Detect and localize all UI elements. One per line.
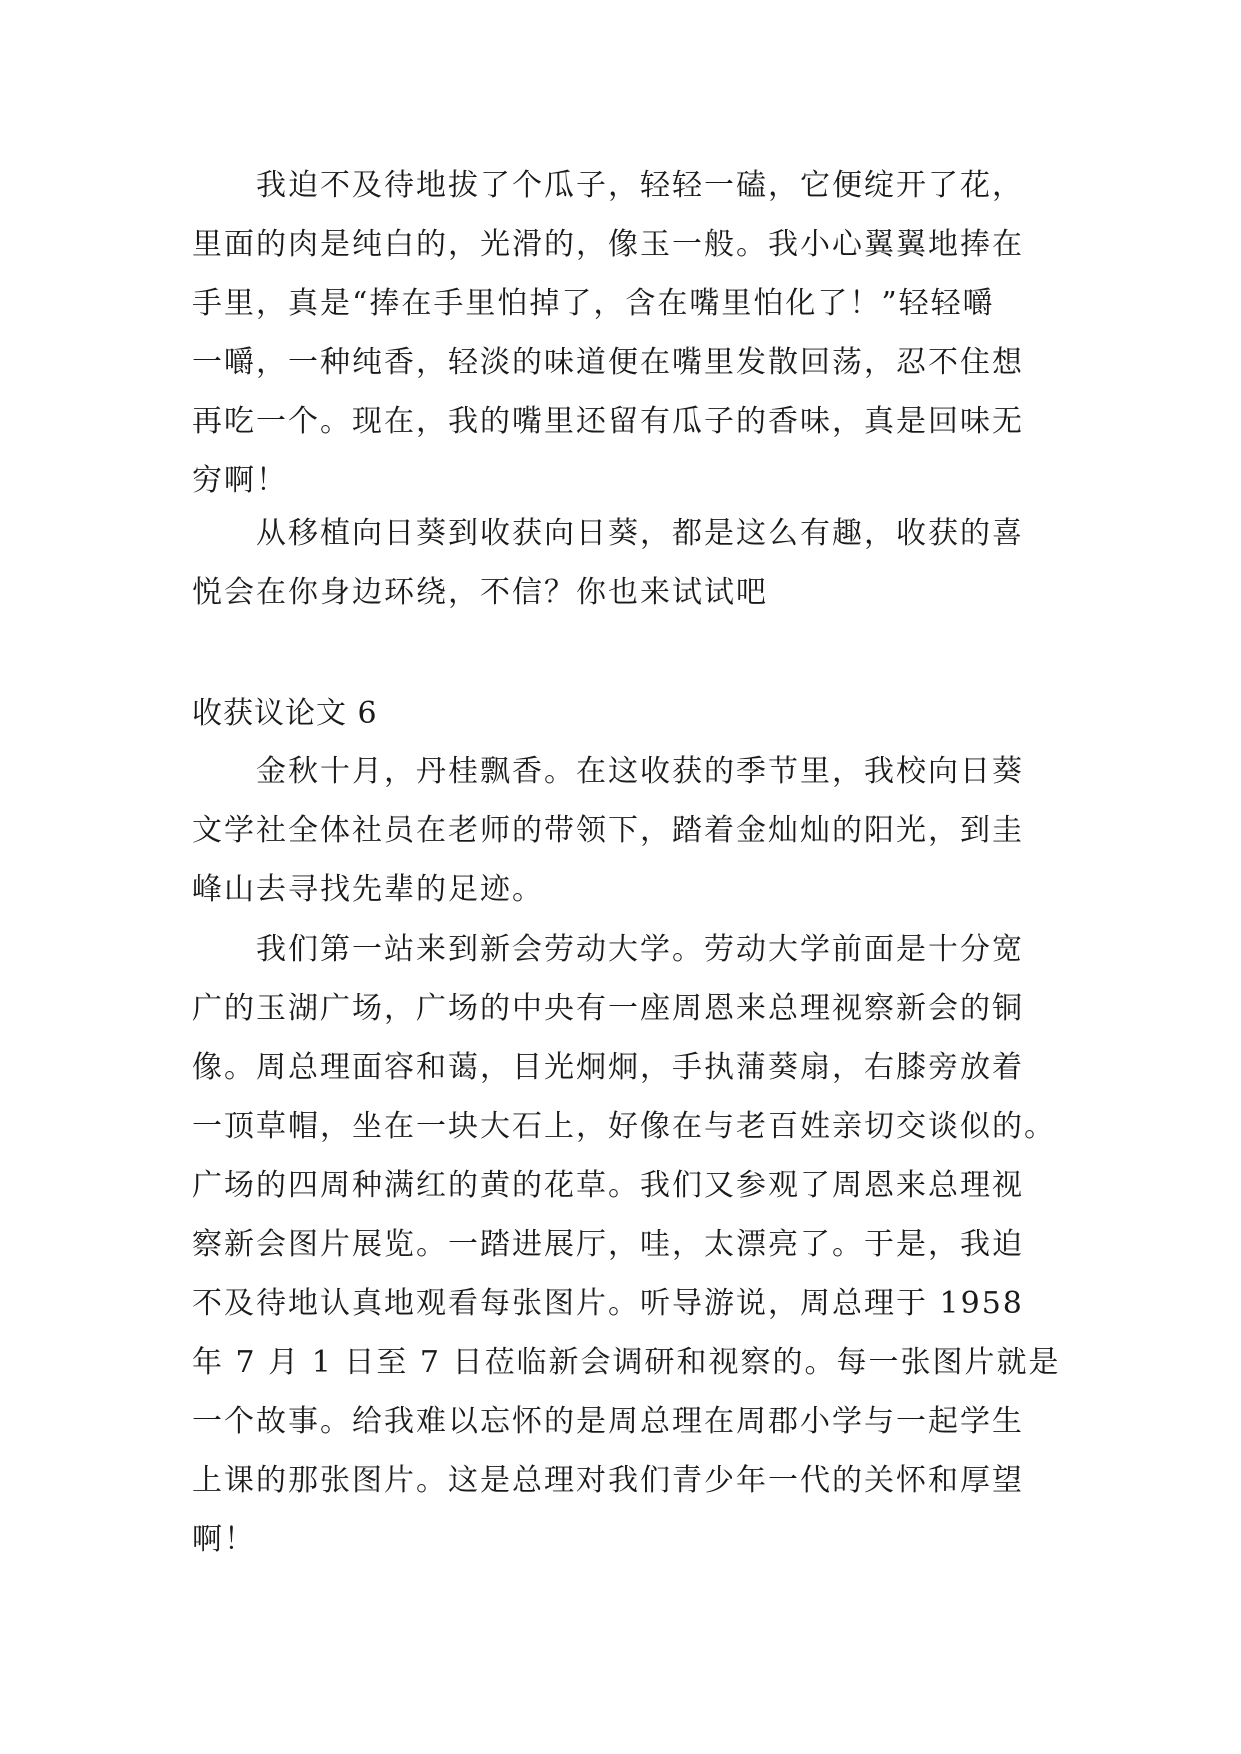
text-line: 文学社全体社员在老师的带领下，踏着金灿灿的阳光，到圭 — [192, 813, 1024, 848]
text-line: 广场的四周种满红的黄的花草。我们又参观了周恩来总理视 — [192, 1168, 1024, 1203]
text-line: 我迫不及待地拔了个瓜子，轻轻一磕，它便绽开了花， — [256, 168, 1024, 203]
text-line: 再吃一个。现在，我的嘴里还留有瓜子的香味，真是回味无 — [192, 404, 1024, 439]
text-line: 一嚼，一种纯香，轻淡的味道便在嘴里发散回荡，忍不住想 — [192, 345, 1024, 380]
text-line: 手里，真是“捧在手里怕掉了，含在嘴里怕化了！”轻轻嚼 — [192, 286, 995, 321]
text-line: 从移植向日葵到收获向日葵，都是这么有趣，收获的喜 — [256, 516, 1024, 551]
text-line: 穷啊！ — [192, 463, 288, 498]
text-line: 广的玉湖广场，广场的中央有一座周恩来总理视察新会的铜 — [192, 991, 1024, 1026]
text-line: 峰山去寻找先辈的足迹。 — [192, 872, 544, 907]
text-line: 察新会图片展览。一踏进展厅，哇，太漂亮了。于是，我迫 — [192, 1227, 1024, 1262]
text-line: 里面的肉是纯白的，光滑的，像玉一般。我小心翼翼地捧在 — [192, 227, 1024, 262]
paragraph-1 — [192, 156, 1052, 510]
text-line: 不及待地认真地观看每张图片。听导游说，周总理于 1958 — [192, 1286, 1024, 1321]
text-line: 像。周总理面容和蔼，目光炯炯，手执蒲葵扇，右膝旁放着 — [192, 1050, 1024, 1085]
text-line: 一个故事。给我难以忘怀的是周总理在周郡小学与一起学生 — [192, 1404, 1024, 1439]
paragraph-2 — [192, 504, 1052, 622]
text-line: 金秋十月，丹桂飘香。在这收获的季节里，我校向日葵 — [256, 754, 1024, 789]
text-line: 我们第一站来到新会劳动大学。劳动大学前面是十分宽 — [256, 932, 1024, 967]
text-line: 一顶草帽，坐在一块大石上，好像在与老百姓亲切交谈似的。 — [192, 1109, 1056, 1144]
paragraph-3 — [192, 742, 1052, 919]
text-line: 年 7 月 1 日至 7 日莅临新会调研和视察的。每一张图片就是 — [192, 1345, 1061, 1380]
section-heading: 收获议论文 6 — [192, 696, 378, 731]
text-line: 悦会在你身边环绕，不信？你也来试试吧 — [192, 575, 768, 610]
text-line: 上课的那张图片。这是总理对我们青少年一代的关怀和厚望 — [192, 1463, 1024, 1498]
paragraph-4 — [192, 920, 1061, 1569]
text-line: 啊！ — [192, 1522, 256, 1557]
